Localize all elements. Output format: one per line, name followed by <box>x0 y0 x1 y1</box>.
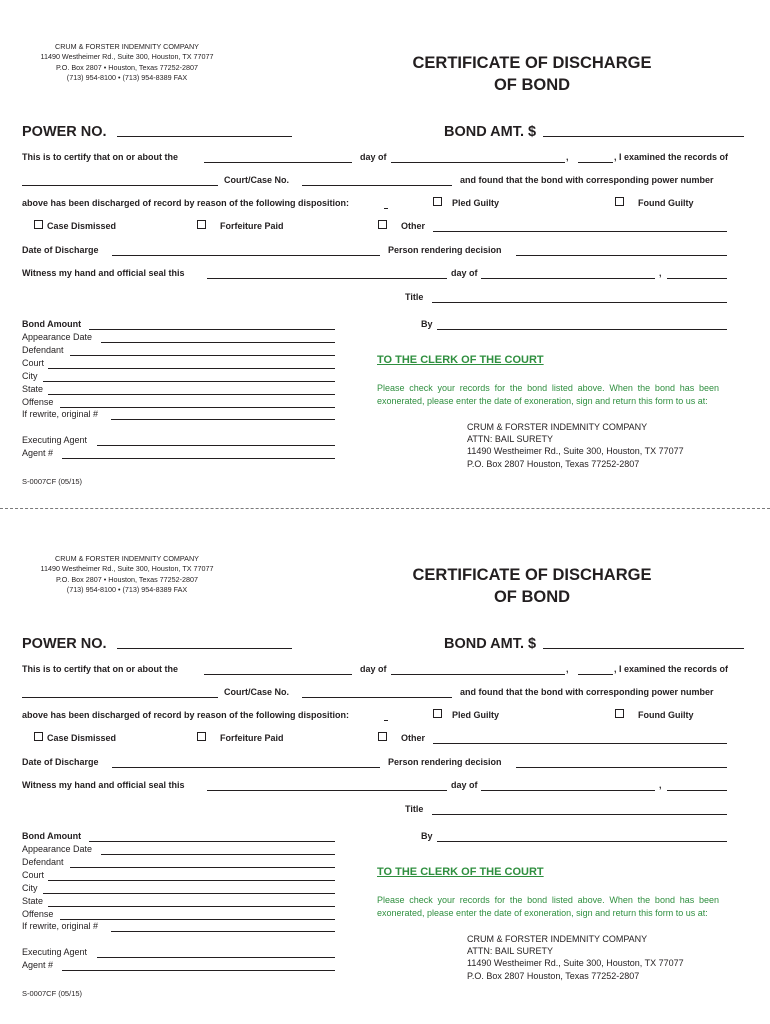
state-label: State <box>22 896 44 906</box>
witness-line[interactable] <box>207 278 447 279</box>
case-dismissed-checkbox[interactable] <box>34 732 43 741</box>
records-line[interactable] <box>22 697 218 698</box>
form-title <box>398 564 666 608</box>
certify-text: This is to certify that on or about the <box>22 152 179 162</box>
rewrite-label: If rewrite, original # <box>22 921 99 931</box>
defendant-line[interactable] <box>70 355 335 356</box>
return-address-line-4: P.O. Box 2807 Houston, Texas 77252-2807 <box>467 458 640 469</box>
company-phone: (713) 954-8100 • (713) 954-8389 FAX <box>66 584 188 594</box>
appearance-date-label: Appearance Date <box>22 844 93 854</box>
examined-text: , I examined the records of <box>614 152 729 162</box>
case-dismissed-label: Case Dismissed <box>47 733 117 743</box>
offense-label: Offense <box>22 397 54 407</box>
clerk-heading: TO THE CLERK OF THE COURT <box>377 866 544 878</box>
executing-agent-line[interactable] <box>97 445 335 446</box>
company-name: CRUM & FORSTER INDEMNITY COMPANY <box>55 554 199 563</box>
title-line[interactable] <box>432 302 727 303</box>
company-po-box: P.O. Box 2807 • Houston, Texas 77252-2807 <box>55 62 199 72</box>
agent-no-line[interactable] <box>62 970 335 971</box>
witness-day-of-label: day of <box>451 780 478 790</box>
found-guilty-label: Found Guilty <box>638 710 694 720</box>
court-case-label: Court/Case No. <box>224 175 290 185</box>
power-no-label: POWER NO. <box>22 124 107 140</box>
return-address-line-3: 11490 Westheimer Rd., Suite 300, Houston, TX 77077 <box>467 958 684 969</box>
form-title <box>398 52 666 96</box>
pled-guilty-checkbox[interactable] <box>433 197 442 206</box>
person-rendering-label: Person rendering decision <box>388 245 502 255</box>
day-of-label: day of <box>360 664 387 674</box>
clerk-instructions: Please check your records for the bond listed above. When the bond has been exonerated, please enter the date of exoneration, sign and return this form to us at: <box>377 895 719 918</box>
appearance-date-line[interactable] <box>101 342 335 343</box>
court-case-line[interactable] <box>302 185 452 186</box>
pled-guilty-checkbox[interactable] <box>433 709 442 718</box>
other-label: Other <box>401 221 426 231</box>
witness-day-of-label: day of <box>451 268 478 278</box>
certify-text: This is to certify that on or about the <box>22 664 179 674</box>
certify-date-line[interactable] <box>204 674 352 675</box>
records-line[interactable] <box>22 185 218 186</box>
disposition-line <box>384 720 388 721</box>
other-label: Other <box>401 733 426 743</box>
bond-amount-label: Bond Amount <box>22 831 82 841</box>
year-line[interactable] <box>578 162 613 163</box>
witness-comma: , <box>659 268 662 278</box>
person-rendering-label: Person rendering decision <box>388 757 502 767</box>
witness-text: Witness my hand and official seal this <box>22 780 185 790</box>
other-line[interactable] <box>433 231 727 232</box>
company-po-box: P.O. Box 2807 • Houston, Texas 77252-2807 <box>55 574 199 584</box>
clerk-heading: TO THE CLERK OF THE COURT <box>377 354 544 366</box>
return-address-line-1: CRUM & FORSTER INDEMNITY COMPANY <box>467 934 648 944</box>
comma: , <box>566 152 569 162</box>
court-case-line[interactable] <box>302 697 452 698</box>
executing-agent-label: Executing Agent <box>22 947 88 957</box>
discharged-text: above has been discharged of record by reason of the following disposition: <box>22 198 350 208</box>
offense-line[interactable] <box>60 407 335 408</box>
witness-day-of-line[interactable] <box>481 790 655 791</box>
title-line-2: OF BOND <box>493 76 571 94</box>
disposition-line <box>384 208 388 209</box>
appearance-date-label: Appearance Date <box>22 332 93 342</box>
company-block <box>0 554 254 595</box>
bond-amt-label: BOND AMT. $ <box>444 124 537 140</box>
return-address-line-3: 11490 Westheimer Rd., Suite 300, Houston, TX 77077 <box>467 446 684 457</box>
title-line-1: CERTIFICATE OF DISCHARGE <box>412 566 652 584</box>
state-label: State <box>22 384 44 394</box>
date-of-discharge-label: Date of Discharge <box>22 757 99 767</box>
forfeiture-paid-checkbox[interactable] <box>197 220 206 229</box>
day-of-line[interactable] <box>391 674 565 675</box>
examined-text: , I examined the records of <box>614 664 729 674</box>
company-address: 11490 Westheimer Rd., Suite 300, Houston, TX 77077 <box>40 564 214 574</box>
date-of-discharge-line[interactable] <box>112 255 380 256</box>
court-label: Court <box>22 358 45 368</box>
return-address-line-2: ATTN: BAIL SURETY <box>467 946 554 957</box>
witness-text: Witness my hand and official seal this <box>22 268 185 278</box>
agent-no-label: Agent # <box>22 960 54 970</box>
by-label: By <box>421 831 433 841</box>
person-rendering-line[interactable] <box>516 255 727 256</box>
court-label: Court <box>22 870 45 880</box>
comma: , <box>566 664 569 674</box>
day-of-label: day of <box>360 152 387 162</box>
defendant-label: Defendant <box>22 345 64 355</box>
court-line[interactable] <box>48 368 335 369</box>
witness-line[interactable] <box>207 790 447 791</box>
found-guilty-label: Found Guilty <box>638 198 694 208</box>
state-line[interactable] <box>48 906 335 907</box>
rewrite-label: If rewrite, original # <box>22 409 99 419</box>
company-phone: (713) 954-8100 • (713) 954-8389 FAX <box>66 72 188 82</box>
forfeiture-paid-label: Forfeiture Paid <box>220 221 284 231</box>
by-label: By <box>421 319 433 329</box>
found-text: and found that the bond with corresponding power number <box>460 175 714 185</box>
year-line[interactable] <box>578 674 613 675</box>
title-label: Title <box>405 804 424 814</box>
agent-no-line[interactable] <box>62 458 335 459</box>
offense-line[interactable] <box>60 919 335 920</box>
bond-amt-label: BOND AMT. $ <box>444 636 537 652</box>
forfeiture-paid-label: Forfeiture Paid <box>220 733 284 743</box>
power-no-line[interactable] <box>117 648 292 649</box>
offense-label: Offense <box>22 909 54 919</box>
perforation-divider <box>0 508 770 509</box>
defendant-line[interactable] <box>70 867 335 868</box>
agent-no-label: Agent # <box>22 448 54 458</box>
by-line[interactable] <box>437 329 727 330</box>
return-address-line-1: CRUM & FORSTER INDEMNITY COMPANY <box>467 422 648 432</box>
witness-year-line[interactable] <box>667 278 727 279</box>
pled-guilty-label: Pled Guilty <box>452 198 500 208</box>
company-block <box>0 42 254 83</box>
company-name: CRUM & FORSTER INDEMNITY COMPANY <box>55 42 199 51</box>
court-case-label: Court/Case No. <box>224 687 290 697</box>
case-dismissed-label: Case Dismissed <box>47 221 117 231</box>
return-address <box>467 933 684 982</box>
clerk-instructions: Please check your records for the bond listed above. When the bond has been exonerated, please enter the date of exoneration, sign and return this form to us at: <box>377 383 719 406</box>
pled-guilty-label: Pled Guilty <box>452 710 500 720</box>
by-line[interactable] <box>437 841 727 842</box>
certificate-form-top <box>0 0 770 500</box>
other-checkbox[interactable] <box>378 732 387 741</box>
return-address-line-4: P.O. Box 2807 Houston, Texas 77252-2807 <box>467 970 640 981</box>
executing-agent-line[interactable] <box>97 957 335 958</box>
bond-amount-label: Bond Amount <box>22 319 82 329</box>
title-line-1: CERTIFICATE OF DISCHARGE <box>412 54 652 72</box>
found-guilty-checkbox[interactable] <box>615 709 624 718</box>
city-label: City <box>22 883 38 893</box>
other-checkbox[interactable] <box>378 220 387 229</box>
certificate-form-bottom <box>0 512 770 1012</box>
power-no-line[interactable] <box>117 136 292 137</box>
date-of-discharge-label: Date of Discharge <box>22 245 99 255</box>
witness-day-of-line[interactable] <box>481 278 655 279</box>
forfeiture-paid-checkbox[interactable] <box>197 732 206 741</box>
power-no-label: POWER NO. <box>22 636 107 652</box>
form-code: S-0007CF (05/15) <box>22 989 83 998</box>
title-line-2: OF BOND <box>493 588 571 606</box>
court-line[interactable] <box>48 880 335 881</box>
city-label: City <box>22 371 38 381</box>
state-line[interactable] <box>48 394 335 395</box>
day-of-line[interactable] <box>391 162 565 163</box>
title-line[interactable] <box>432 814 727 815</box>
city-line[interactable] <box>43 893 335 894</box>
title-label: Title <box>405 292 424 302</box>
executing-agent-label: Executing Agent <box>22 435 88 445</box>
found-text: and found that the bond with corresponding power number <box>460 687 714 697</box>
bond-amount-line[interactable] <box>89 841 335 842</box>
bond-amt-line[interactable] <box>543 648 744 649</box>
bond-amount-line[interactable] <box>89 329 335 330</box>
case-dismissed-checkbox[interactable] <box>34 220 43 229</box>
discharged-text: above has been discharged of record by reason of the following disposition: <box>22 710 350 720</box>
company-address: 11490 Westheimer Rd., Suite 300, Houston, TX 77077 <box>40 52 214 62</box>
found-guilty-checkbox[interactable] <box>615 197 624 206</box>
return-address <box>467 421 684 470</box>
form-code: S-0007CF (05/15) <box>22 477 83 486</box>
city-line[interactable] <box>43 381 335 382</box>
other-line[interactable] <box>433 743 727 744</box>
rewrite-line[interactable] <box>111 419 335 420</box>
appearance-date-line[interactable] <box>101 854 335 855</box>
defendant-label: Defendant <box>22 857 64 867</box>
date-of-discharge-line[interactable] <box>112 767 380 768</box>
return-address-line-2: ATTN: BAIL SURETY <box>467 434 554 445</box>
witness-comma: , <box>659 780 662 790</box>
person-rendering-line[interactable] <box>516 767 727 768</box>
bond-amt-line[interactable] <box>543 136 744 137</box>
rewrite-line[interactable] <box>111 931 335 932</box>
certify-date-line[interactable] <box>204 162 352 163</box>
witness-year-line[interactable] <box>667 790 727 791</box>
